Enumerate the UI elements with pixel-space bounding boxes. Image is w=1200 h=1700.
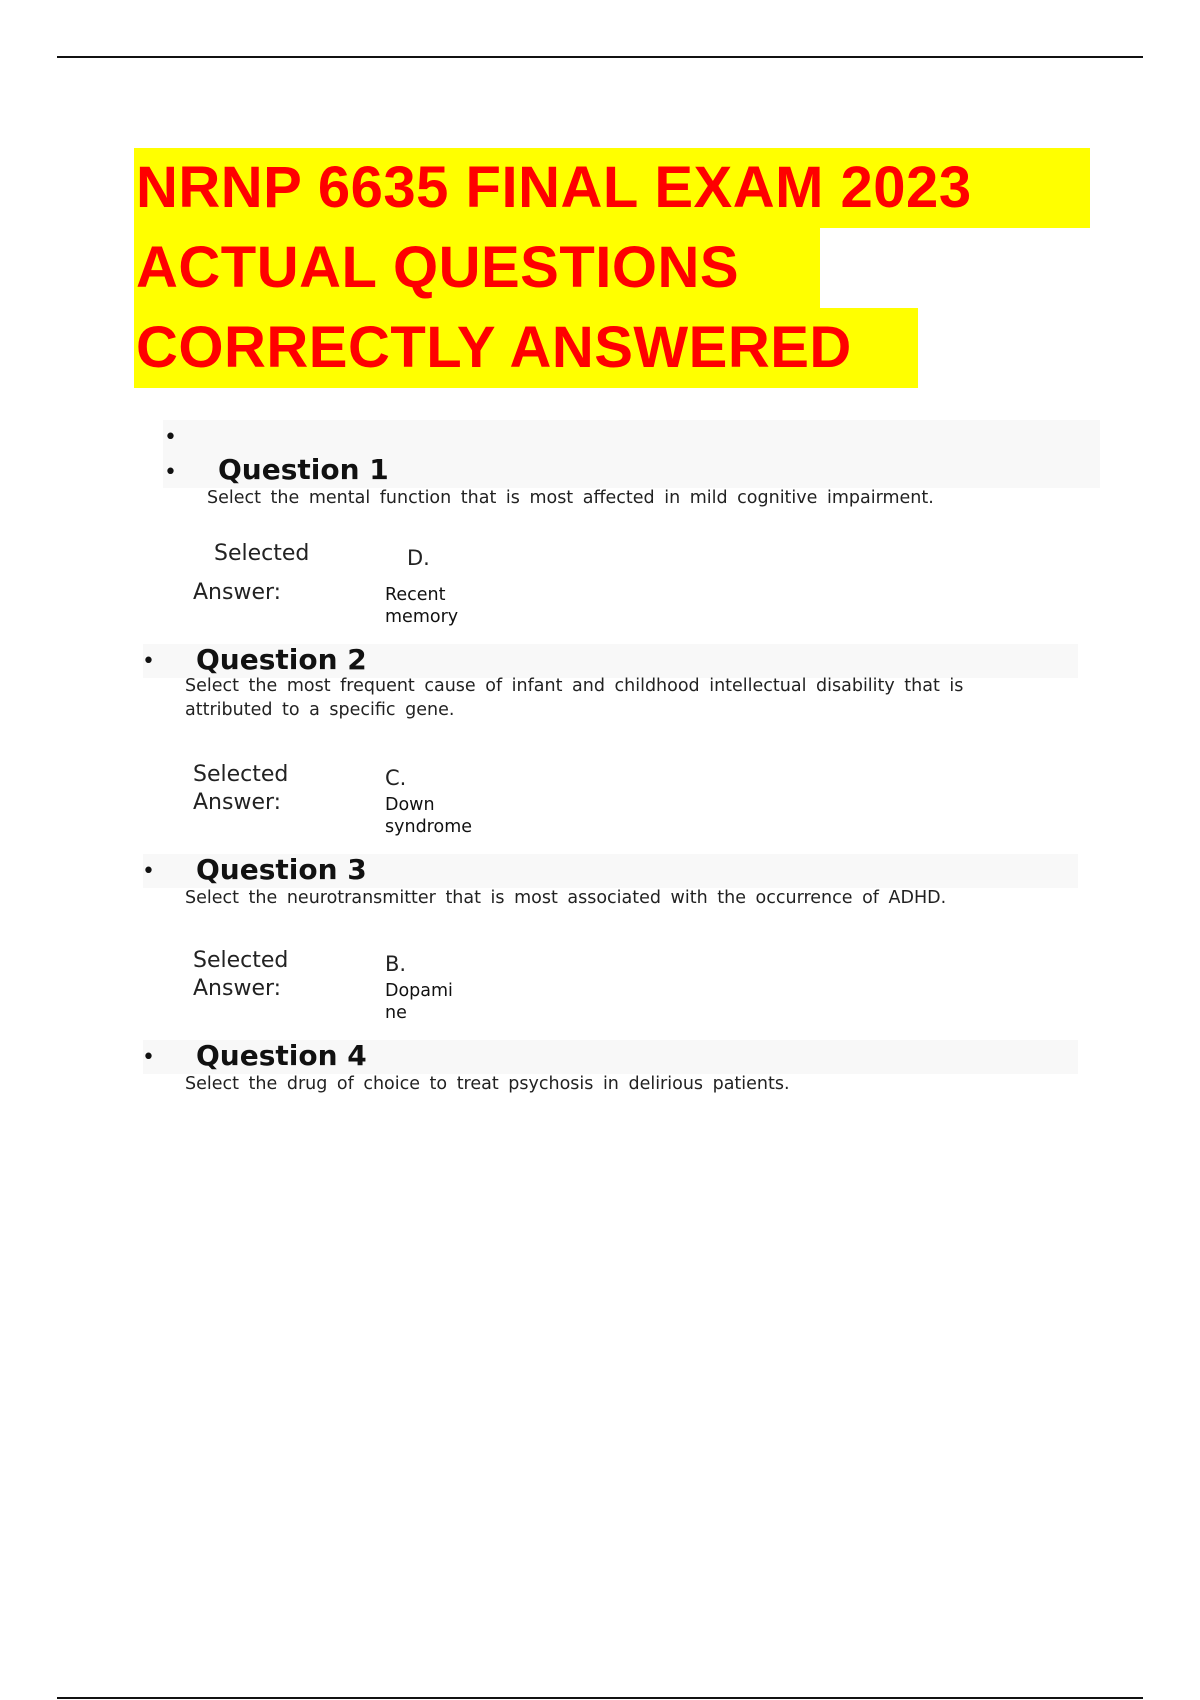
- question-3-bullet: •: [142, 859, 155, 884]
- question-2-answer-line-1: Down: [385, 795, 435, 815]
- question-2-bullet: •: [142, 649, 155, 674]
- question-3-answer-line-2: ne: [385, 1003, 407, 1023]
- question-3-text: Select the neurotransmitter that is most associated with the occurrence of ADHD.: [185, 888, 947, 908]
- question-1-text: Select the mental function that is most affected in mild cognitive impairment.: [207, 488, 934, 508]
- top-rule: [57, 56, 1143, 58]
- question-2-answer-line-2: syndrome: [385, 817, 473, 837]
- question-4-bullet: •: [142, 1045, 155, 1070]
- question-4-heading: Question 4: [196, 1039, 367, 1072]
- question-2-answer-text: [385, 794, 477, 838]
- question-2-answer-label: Answer:: [193, 790, 282, 815]
- question-1-answer-label: Answer:: [193, 580, 282, 605]
- question-3-answer-letter: B.: [385, 952, 407, 976]
- question-3-heading: Question 3: [196, 853, 367, 886]
- question-2-heading: Question 2: [196, 643, 367, 676]
- question-1-heading: Question 1: [218, 453, 389, 486]
- question-3-answer-label: Answer:: [193, 976, 282, 1001]
- title-line-1: NRNP 6635 FINAL EXAM 2023: [134, 148, 1090, 228]
- question-1-answer-line-2: memory: [385, 607, 459, 627]
- question-1-bullet: •: [164, 460, 177, 485]
- question-1-answer-letter: D.: [407, 546, 430, 570]
- question-3-answer-line-1: Dopami: [385, 981, 453, 1001]
- question-2-answer-letter: C.: [385, 766, 407, 790]
- empty-bullet: •: [164, 425, 177, 450]
- title-line-2: ACTUAL QUESTIONS: [134, 228, 820, 308]
- question-3-selected-label: Selected: [193, 948, 289, 973]
- question-4-text: Select the drug of choice to treat psychosis in delirious patients.: [185, 1074, 790, 1094]
- bottom-rule: [57, 1697, 1143, 1699]
- question-1-answer-line-1: Recent: [385, 585, 446, 605]
- question-2-text: Select the most frequent cause of infant and childhood intellectual disability that is attributed to a specific gene.: [185, 676, 964, 720]
- document-title: [134, 148, 1090, 388]
- question-1-selected-label: Selected: [214, 541, 310, 566]
- question-2-selected-label: Selected: [193, 762, 289, 787]
- question-3-answer-text: [385, 980, 477, 1024]
- question-1-answer-text: [385, 584, 477, 628]
- title-line-3: CORRECTLY ANSWERED: [134, 308, 918, 388]
